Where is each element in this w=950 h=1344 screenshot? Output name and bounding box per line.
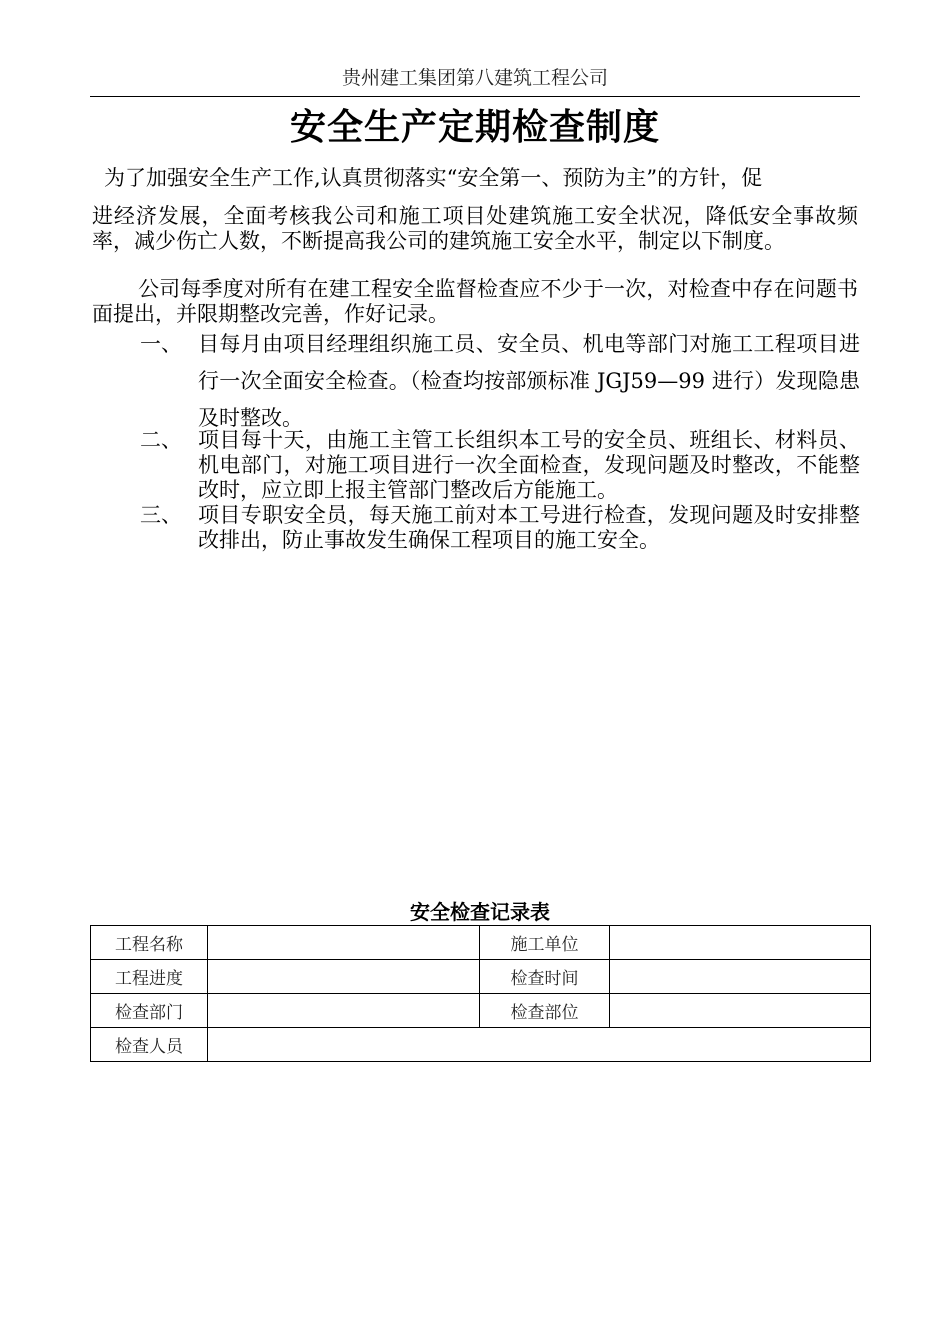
intro-rest: 进经济发展，全面考核我公司和施工项目处建筑施工安全状况，降低安全事故频率，减少伤亡人数，不断提高我公司的建筑施工安全水平，制定以下制度。 [92,204,858,253]
list-item-text: 项目专职安全员，每天施工前对本工号进行检查，发现问题及时安排整改排出，防止事故发生确保工程项目的施工安全。 [198,503,860,552]
list-item [140,326,860,437]
project-progress-field[interactable] [208,960,480,994]
page-header: 贵州建工集团第八建筑工程公司 [341,67,608,89]
document-title: 安全生产定期检查制度 [289,107,660,148]
table-row [91,960,871,994]
list-item [140,428,860,503]
table-row [91,1028,871,1062]
list-item-number: 二、 [140,428,182,452]
project-name-field[interactable] [208,926,480,960]
record-table-title: 安全检查记录表 [410,900,550,924]
inspection-department-field[interactable] [208,994,480,1028]
inspection-time-field[interactable] [610,960,871,994]
project-progress-label: 工程进度 [91,960,208,994]
list-item-number: 一、 [140,332,182,356]
list-item-text: 项目每十天，由施工主管工长组织本工号的安全员、班组长、材料员、机电部门，对施工项目进行一次全面检查，发现问题及时整改，不能整改时，应立即上报主管部门整改后方能施工。 [198,428,860,502]
intro-paragraph [92,162,858,254]
quarterly-inspection-paragraph: 公司每季度对所有在建工程安全监督检查应不少于一次，对检查中存在问题书面提出，并限期整改完善，作好记录。 [92,277,858,326]
intro-first-line: 为了加强安全生产工作,认真贯彻落实“安全第一、预防为主”的方针，促 [104,166,763,190]
list-item-number: 三、 [140,503,182,527]
inspection-time-label: 检查时间 [480,960,610,994]
inspection-location-label: 检查部位 [480,994,610,1028]
construction-unit-label: 施工单位 [480,926,610,960]
inspectors-field[interactable] [208,1028,871,1062]
table-row [91,994,871,1028]
list-item-text: 目每月由项目经理组织施工员、安全员、机电等部门对施工工程项目进行一次全面安全检查。（检查均按部颁标准 JGJ59—99 进行）发现隐患及时整改。 [198,332,860,430]
table-row [91,926,871,960]
safety-inspection-record-table [90,925,871,1062]
inspectors-label: 检查人员 [91,1028,208,1062]
list-item [140,503,860,553]
header-divider [90,96,860,97]
project-name-label: 工程名称 [91,926,208,960]
construction-unit-field[interactable] [610,926,871,960]
inspection-location-field[interactable] [610,994,871,1028]
inspection-department-label: 检查部门 [91,994,208,1028]
